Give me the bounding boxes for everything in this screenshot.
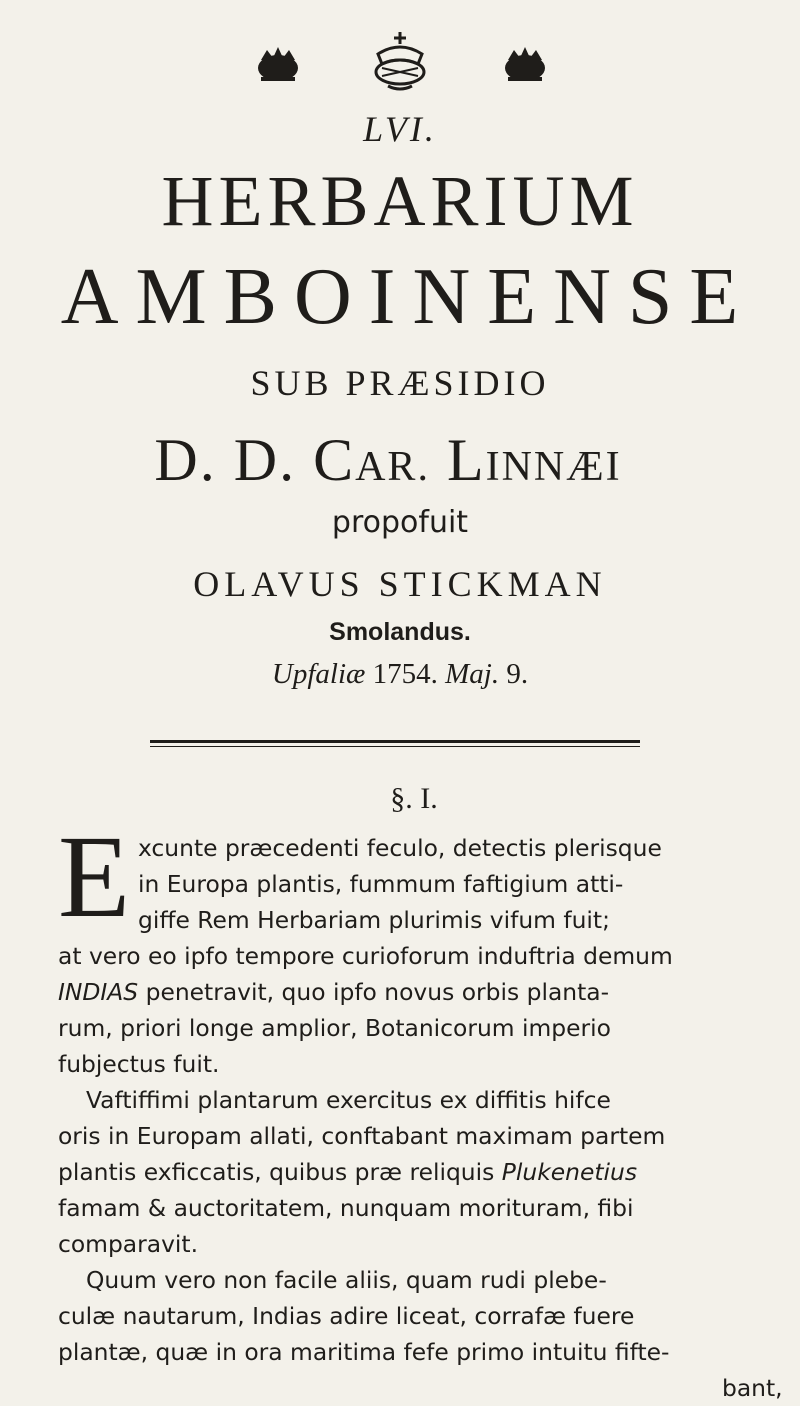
dissertation-number: LVI. (363, 109, 437, 149)
text-line: plantæ, quæ in ora maritima fefe primo intuitu fifte- (58, 1338, 670, 1366)
text-line: Quum vero non facile aliis, quam rudi plebe- (86, 1266, 607, 1294)
author-name: OLAVUS STICKMAN (193, 564, 607, 604)
text-line: comparavit. (58, 1230, 199, 1258)
royal-crest-icon (360, 30, 440, 92)
text-line: rum, priori longe amplior, Botanicorum imperio (58, 1014, 611, 1042)
text-line: Vaftiffimi plantarum exercitus ex diffitis hifce (86, 1086, 611, 1114)
sub-praesidio: SUB PRÆSIDIO (250, 363, 550, 403)
praeses-name: D. D. CAR. LINNÆI (154, 427, 622, 493)
text-line: in Europa plantis, fummum faftigium atti- (138, 870, 624, 898)
title-line-2: AMBOINENSE (60, 253, 756, 341)
text-line: plantis exficcatis, quibus præ reliquis Plukenetius (58, 1158, 638, 1186)
drop-cap: E (58, 811, 131, 942)
text-line: INDIAS penetravit, quo ipfo novus orbis planta- (58, 978, 610, 1006)
text-line: famam & auctoritatem, nunquam morituram, fibi (58, 1194, 634, 1222)
text-line: fubjectus fuit. (58, 1050, 220, 1078)
divider-rule (150, 740, 640, 743)
author-origin: Smolandus. (329, 618, 471, 646)
proposuit-label: propofuit (331, 505, 469, 540)
crown-ornament-icon (502, 44, 548, 84)
crown-ornament-icon (255, 44, 301, 84)
text-line: culæ nautarum, Indias adire liceat, corrafæ fuere (58, 1302, 635, 1330)
text-line: giffe Rem Herbariam plurimis vifum fuit; (138, 906, 610, 934)
text-line: at vero eo ipfo tempore curioforum induftria demum (58, 942, 673, 970)
place-date: Upfaliæ 1754. Maj. 9. (271, 658, 529, 690)
text-line: xcunte præcedenti feculo, detectis plerisque (138, 834, 662, 862)
text-line: oris in Europam allati, conftabant maximam partem (58, 1122, 666, 1150)
section-marker: §. I. (390, 782, 438, 815)
divider-rule-thin (150, 746, 640, 747)
title-line-1: HERBARIUM (161, 161, 639, 241)
ornament-row (0, 30, 800, 100)
text-line: bant, (722, 1374, 783, 1402)
